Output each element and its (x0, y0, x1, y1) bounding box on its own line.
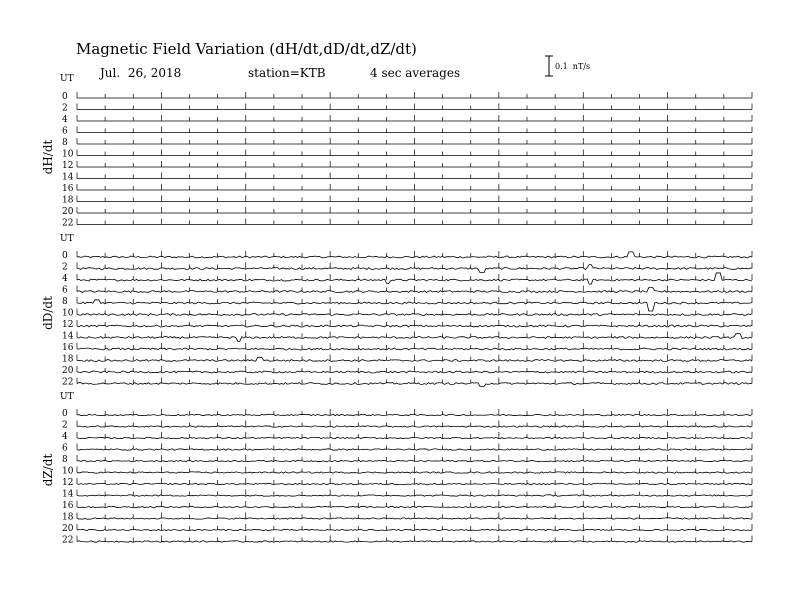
row-label: 14 (62, 489, 74, 500)
row-label: 6 (62, 443, 68, 454)
tick-marks (77, 161, 752, 167)
tick-marks (77, 378, 752, 384)
tick-marks (77, 320, 752, 326)
row-label: 16 (62, 184, 74, 194)
tick-marks (77, 467, 752, 473)
panel-ylabel: dH/dt (41, 139, 55, 175)
ut-label: UT (60, 392, 74, 402)
row-label: 14 (62, 331, 74, 342)
station-label: station=KTB (248, 66, 326, 80)
row-label: 12 (62, 320, 74, 330)
tick-marks (77, 263, 752, 269)
tick-marks (77, 92, 752, 98)
row-label: 2 (62, 262, 68, 273)
tick-marks (77, 455, 752, 461)
row-label: 0 (62, 92, 68, 102)
row-label: 22 (62, 535, 74, 546)
scale-bar-label: 0.1 nT/s (555, 62, 591, 71)
tick-marks (77, 150, 752, 156)
row-label: 0 (62, 251, 68, 261)
tick-marks (77, 332, 752, 338)
tick-marks (77, 355, 752, 361)
row-label: 10 (62, 149, 74, 160)
row-label: 22 (62, 218, 74, 229)
row-label: 6 (62, 126, 68, 137)
tick-marks (77, 274, 752, 280)
tick-marks (77, 104, 752, 110)
tick-marks (77, 343, 752, 349)
row-label: 4 (62, 274, 68, 284)
tick-marks (77, 513, 752, 519)
panel-dZ-dt (41, 392, 752, 546)
tick-marks (77, 524, 752, 530)
tick-marks (77, 432, 752, 438)
row-label: 20 (62, 524, 74, 534)
tick-marks (77, 286, 752, 292)
row-label: 14 (62, 172, 74, 183)
row-label: 8 (62, 455, 68, 465)
row-label: 18 (62, 195, 74, 206)
tick-marks (77, 115, 752, 121)
tick-marks (77, 138, 752, 144)
tick-marks (77, 490, 752, 496)
row-label: 2 (62, 420, 68, 431)
tick-marks (77, 173, 752, 179)
panel-dH-dt (41, 74, 752, 229)
tick-marks (77, 219, 752, 225)
tick-marks (77, 207, 752, 213)
tick-marks (77, 196, 752, 202)
row-label: 12 (62, 161, 74, 171)
row-label: 12 (62, 478, 74, 488)
row-label: 2 (62, 103, 68, 114)
panel-ylabel: dD/dt (41, 296, 55, 330)
date-label: Jul. 26, 2018 (100, 66, 182, 80)
ut-label: UT (60, 74, 74, 84)
row-label: 16 (62, 343, 74, 353)
row-label: 4 (62, 115, 68, 125)
row-label: 20 (62, 207, 74, 217)
chart-title: Magnetic Field Variation (dH/dt,dD/dt,dZ/dt) (76, 40, 417, 58)
averaging-label: 4 sec averages (370, 66, 461, 80)
row-label: 16 (62, 501, 74, 511)
row-label: 18 (62, 512, 74, 523)
row-label: 22 (62, 377, 74, 388)
row-label: 6 (62, 285, 68, 296)
row-label: 0 (62, 409, 68, 419)
panel-ylabel: dZ/dt (41, 453, 55, 487)
row-label: 8 (62, 138, 68, 148)
row-label: 10 (62, 466, 74, 477)
row-label: 10 (62, 308, 74, 319)
row-label: 8 (62, 297, 68, 307)
row-label: 4 (62, 432, 68, 442)
tick-marks (77, 184, 752, 190)
panel-dD-dt (41, 234, 752, 388)
tick-marks (77, 501, 752, 507)
ut-label: UT (60, 234, 74, 244)
row-label: 20 (62, 366, 74, 376)
scale-bar (545, 56, 590, 76)
row-label: 18 (62, 354, 74, 365)
tick-marks (77, 127, 752, 133)
tick-marks (77, 309, 752, 315)
tick-marks (77, 478, 752, 484)
